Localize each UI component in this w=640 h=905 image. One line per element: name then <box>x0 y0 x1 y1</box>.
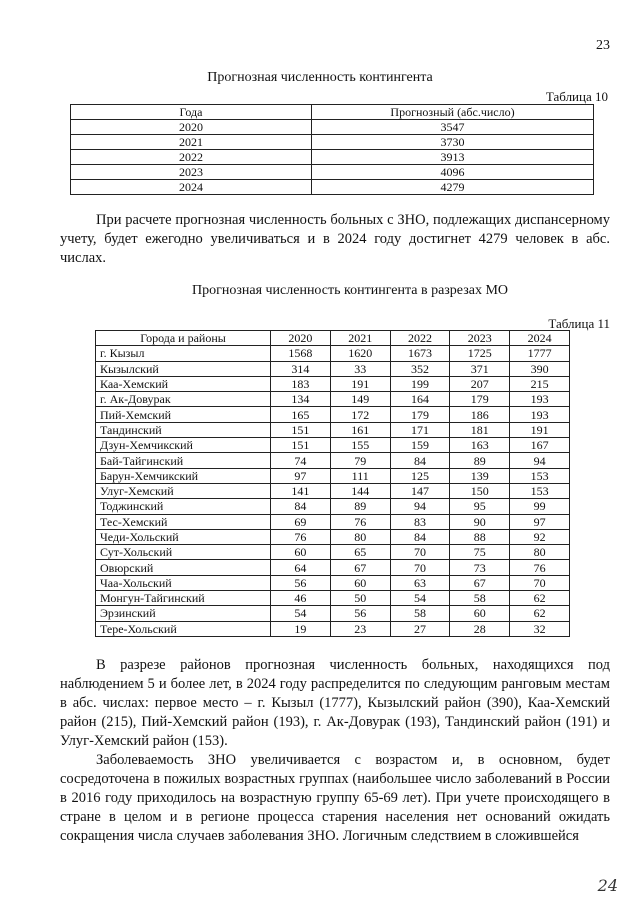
paragraphs-analysis <box>60 656 610 846</box>
table-cell: 181 <box>450 422 510 437</box>
table-cell: 60 <box>271 545 331 560</box>
paragraph-text: При расчете прогнозная численность больных с ЗНО, подлежащих диспансерному учету, будет ежегодно увеличиваться и в 2024 году достигнет 4279 человек в абс. числах. <box>60 212 610 266</box>
table-row <box>96 453 570 468</box>
table11-header-cell: 2023 <box>450 331 510 346</box>
table-cell: 62 <box>510 606 570 621</box>
table11-label: Таблица 11 <box>548 316 610 331</box>
table-cell: 193 <box>510 392 570 407</box>
table-row <box>96 575 570 590</box>
table-cell: 54 <box>271 606 331 621</box>
table-cell: 3913 <box>312 150 594 165</box>
table10-header-cell: Прогнозный (абс.число) <box>312 105 594 120</box>
table-cell: Эрзинский <box>96 606 271 621</box>
table-cell: г. Ак-Довурак <box>96 392 271 407</box>
table10-header-cell: Года <box>71 105 312 120</box>
table-row <box>96 361 570 376</box>
table-cell: 150 <box>450 483 510 498</box>
table-cell: 19 <box>271 621 331 636</box>
table-cell: 172 <box>330 407 390 422</box>
table-cell: 60 <box>450 606 510 621</box>
paragraph-text: Заболеваемость ЗНО увеличивается с возрастом и, в основном, будет сосредоточена в пожилых возрастных группах (наибольшее число заболеваний в России в 2016 году приходилось на возрастную группу 65-69 лет). При учете происходящего в стране в целом и в регионе процесса старения населения нет оснований ожидать сокращения числа случаев заболевания ЗНО. Логичным следствием в сложившейся <box>60 752 610 844</box>
table-cell: 84 <box>390 529 450 544</box>
table-row <box>96 606 570 621</box>
table-cell: 314 <box>271 361 331 376</box>
table-cell: Сут-Хольский <box>96 545 271 560</box>
table-cell: 23 <box>330 621 390 636</box>
table-cell: Каа-Хемский <box>96 376 271 391</box>
table-cell: 2021 <box>71 135 312 150</box>
table-cell: 80 <box>330 529 390 544</box>
table-cell: Овюрский <box>96 560 271 575</box>
table-cell: Монгун-Тайгинский <box>96 591 271 606</box>
table-cell: 207 <box>450 376 510 391</box>
table11-header-cell: 2021 <box>330 331 390 346</box>
table-cell: 83 <box>390 514 450 529</box>
table-cell: 89 <box>330 499 390 514</box>
table-cell: 2023 <box>71 165 312 180</box>
table-cell: Пий-Хемский <box>96 407 271 422</box>
table-row <box>71 135 594 150</box>
table11-title: Прогнозная численность контингента в разрезах МО <box>191 283 508 298</box>
table-cell: 90 <box>450 514 510 529</box>
table-cell: 139 <box>450 468 510 483</box>
table-cell: 1568 <box>271 346 331 361</box>
table-row <box>96 591 570 606</box>
table-cell: 70 <box>390 560 450 575</box>
table-cell: 149 <box>330 392 390 407</box>
table-cell: 163 <box>450 438 510 453</box>
table-cell: 75 <box>450 545 510 560</box>
handwritten-page-mark: 24 <box>597 876 618 895</box>
table-cell: 28 <box>450 621 510 636</box>
paragraph-text: В разрезе районов прогнозная численность больных, находящихся под наблюдением 5 и более лет, в 2024 году распределится по следующим ранговым местам в абс. числах: первое место – г. Кызыл (1777), Кызылский район (390), Каа-Хемский район (215), Пий-Хемский район (193), г. Ак-Довурак (193), Тандинский район (191) и Улуг-Хемский район (153). <box>60 657 610 749</box>
table-cell: 54 <box>390 591 450 606</box>
table-row <box>96 438 570 453</box>
table11-header-cell: Города и районы <box>96 331 271 346</box>
page-number: 23 <box>596 38 610 53</box>
table-cell: 69 <box>271 514 331 529</box>
table-cell: 97 <box>271 468 331 483</box>
table-cell: 92 <box>510 529 570 544</box>
table-cell: 134 <box>271 392 331 407</box>
table-cell: 199 <box>390 376 450 391</box>
table-cell: 2022 <box>71 150 312 165</box>
table-row <box>96 514 570 529</box>
table-cell: 58 <box>450 591 510 606</box>
table-cell: 65 <box>330 545 390 560</box>
table-cell: 183 <box>271 376 331 391</box>
table10-label: Таблица 10 <box>545 89 608 104</box>
table-cell: Чеди-Хольский <box>96 529 271 544</box>
table-cell: 161 <box>330 422 390 437</box>
table-row <box>96 621 570 636</box>
table-row <box>96 422 570 437</box>
table-cell: 2020 <box>71 120 312 135</box>
table-cell: 63 <box>390 575 450 590</box>
table-cell: 352 <box>390 361 450 376</box>
table-cell: Тоджинский <box>96 499 271 514</box>
table-cell: Чаа-Хольский <box>96 575 271 590</box>
table-cell: 99 <box>510 499 570 514</box>
table11-header-row <box>96 331 570 346</box>
table-row <box>96 407 570 422</box>
table-cell: 58 <box>390 606 450 621</box>
table-cell: 2024 <box>71 180 312 195</box>
table-cell: 4279 <box>312 180 594 195</box>
table-cell: 179 <box>450 392 510 407</box>
table-cell: 1777 <box>510 346 570 361</box>
table-cell: 371 <box>450 361 510 376</box>
table-cell: 167 <box>510 438 570 453</box>
table-cell: 147 <box>390 483 450 498</box>
table-row <box>96 346 570 361</box>
table-cell: 155 <box>330 438 390 453</box>
table-cell: Дзун-Хемчикский <box>96 438 271 453</box>
table-row <box>71 150 594 165</box>
table-row <box>96 392 570 407</box>
table-cell: 125 <box>390 468 450 483</box>
table-cell: 1673 <box>390 346 450 361</box>
table-cell: 62 <box>510 591 570 606</box>
table-cell: 153 <box>510 483 570 498</box>
table-cell: 111 <box>330 468 390 483</box>
table-cell: 94 <box>390 499 450 514</box>
table-cell: 64 <box>271 560 331 575</box>
table-cell: 159 <box>390 438 450 453</box>
table-cell: 1725 <box>450 346 510 361</box>
table-cell: 193 <box>510 407 570 422</box>
table-cell: 80 <box>510 545 570 560</box>
table11-header-cell: 2020 <box>271 331 331 346</box>
table-cell: Кызылский <box>96 361 271 376</box>
table-row <box>96 468 570 483</box>
table-cell: 164 <box>390 392 450 407</box>
table-row <box>96 560 570 575</box>
table-cell: 390 <box>510 361 570 376</box>
table-cell: 27 <box>390 621 450 636</box>
table-cell: 50 <box>330 591 390 606</box>
table-cell: 60 <box>330 575 390 590</box>
table-cell: 151 <box>271 438 331 453</box>
table-cell: Улуг-Хемский <box>96 483 271 498</box>
table-cell: Барун-Хемчикский <box>96 468 271 483</box>
table-cell: 70 <box>510 575 570 590</box>
table-cell: Тес-Хемский <box>96 514 271 529</box>
table-cell: Тандинский <box>96 422 271 437</box>
table-cell: 33 <box>330 361 390 376</box>
table-row <box>96 545 570 560</box>
table-cell: 3547 <box>312 120 594 135</box>
paragraph-forecast <box>60 211 610 268</box>
table-cell: 89 <box>450 453 510 468</box>
table-cell: 76 <box>330 514 390 529</box>
table-cell: 32 <box>510 621 570 636</box>
table-cell: 73 <box>450 560 510 575</box>
table-cell: 79 <box>330 453 390 468</box>
table-cell: 70 <box>390 545 450 560</box>
table-cell: 76 <box>510 560 570 575</box>
table-cell: 151 <box>271 422 331 437</box>
table-cell: 153 <box>510 468 570 483</box>
table-cell: 179 <box>390 407 450 422</box>
table11-header-cell: 2024 <box>510 331 570 346</box>
table-cell: Тере-Хольский <box>96 621 271 636</box>
table-row <box>71 120 594 135</box>
table10 <box>70 104 594 195</box>
table-cell: 46 <box>271 591 331 606</box>
table-cell: 3730 <box>312 135 594 150</box>
table-cell: 141 <box>271 483 331 498</box>
table-cell: 144 <box>330 483 390 498</box>
table-cell: 74 <box>271 453 331 468</box>
table-cell: 97 <box>510 514 570 529</box>
table-cell: 56 <box>330 606 390 621</box>
table-cell: Бай-Тайгинский <box>96 453 271 468</box>
table-cell: 67 <box>450 575 510 590</box>
table10-header-row <box>71 105 594 120</box>
table-row <box>96 483 570 498</box>
table-row <box>96 499 570 514</box>
table11-header-cell: 2022 <box>390 331 450 346</box>
table-row <box>71 165 594 180</box>
table-cell: 191 <box>510 422 570 437</box>
table10-title: Прогнозная численность контингента <box>207 70 433 85</box>
table-cell: 215 <box>510 376 570 391</box>
table-cell: 4096 <box>312 165 594 180</box>
table-cell: 171 <box>390 422 450 437</box>
table-cell: 84 <box>271 499 331 514</box>
table-cell: 165 <box>271 407 331 422</box>
table-cell: 84 <box>390 453 450 468</box>
table-cell: 191 <box>330 376 390 391</box>
table-cell: 94 <box>510 453 570 468</box>
table-cell: 95 <box>450 499 510 514</box>
table-cell: 1620 <box>330 346 390 361</box>
table-cell: г. Кызыл <box>96 346 271 361</box>
table-cell: 76 <box>271 529 331 544</box>
table-row <box>96 376 570 391</box>
table-cell: 186 <box>450 407 510 422</box>
table-row <box>71 180 594 195</box>
table11 <box>95 330 570 637</box>
table-cell: 56 <box>271 575 331 590</box>
table-row <box>96 529 570 544</box>
table-cell: 67 <box>330 560 390 575</box>
table-cell: 88 <box>450 529 510 544</box>
